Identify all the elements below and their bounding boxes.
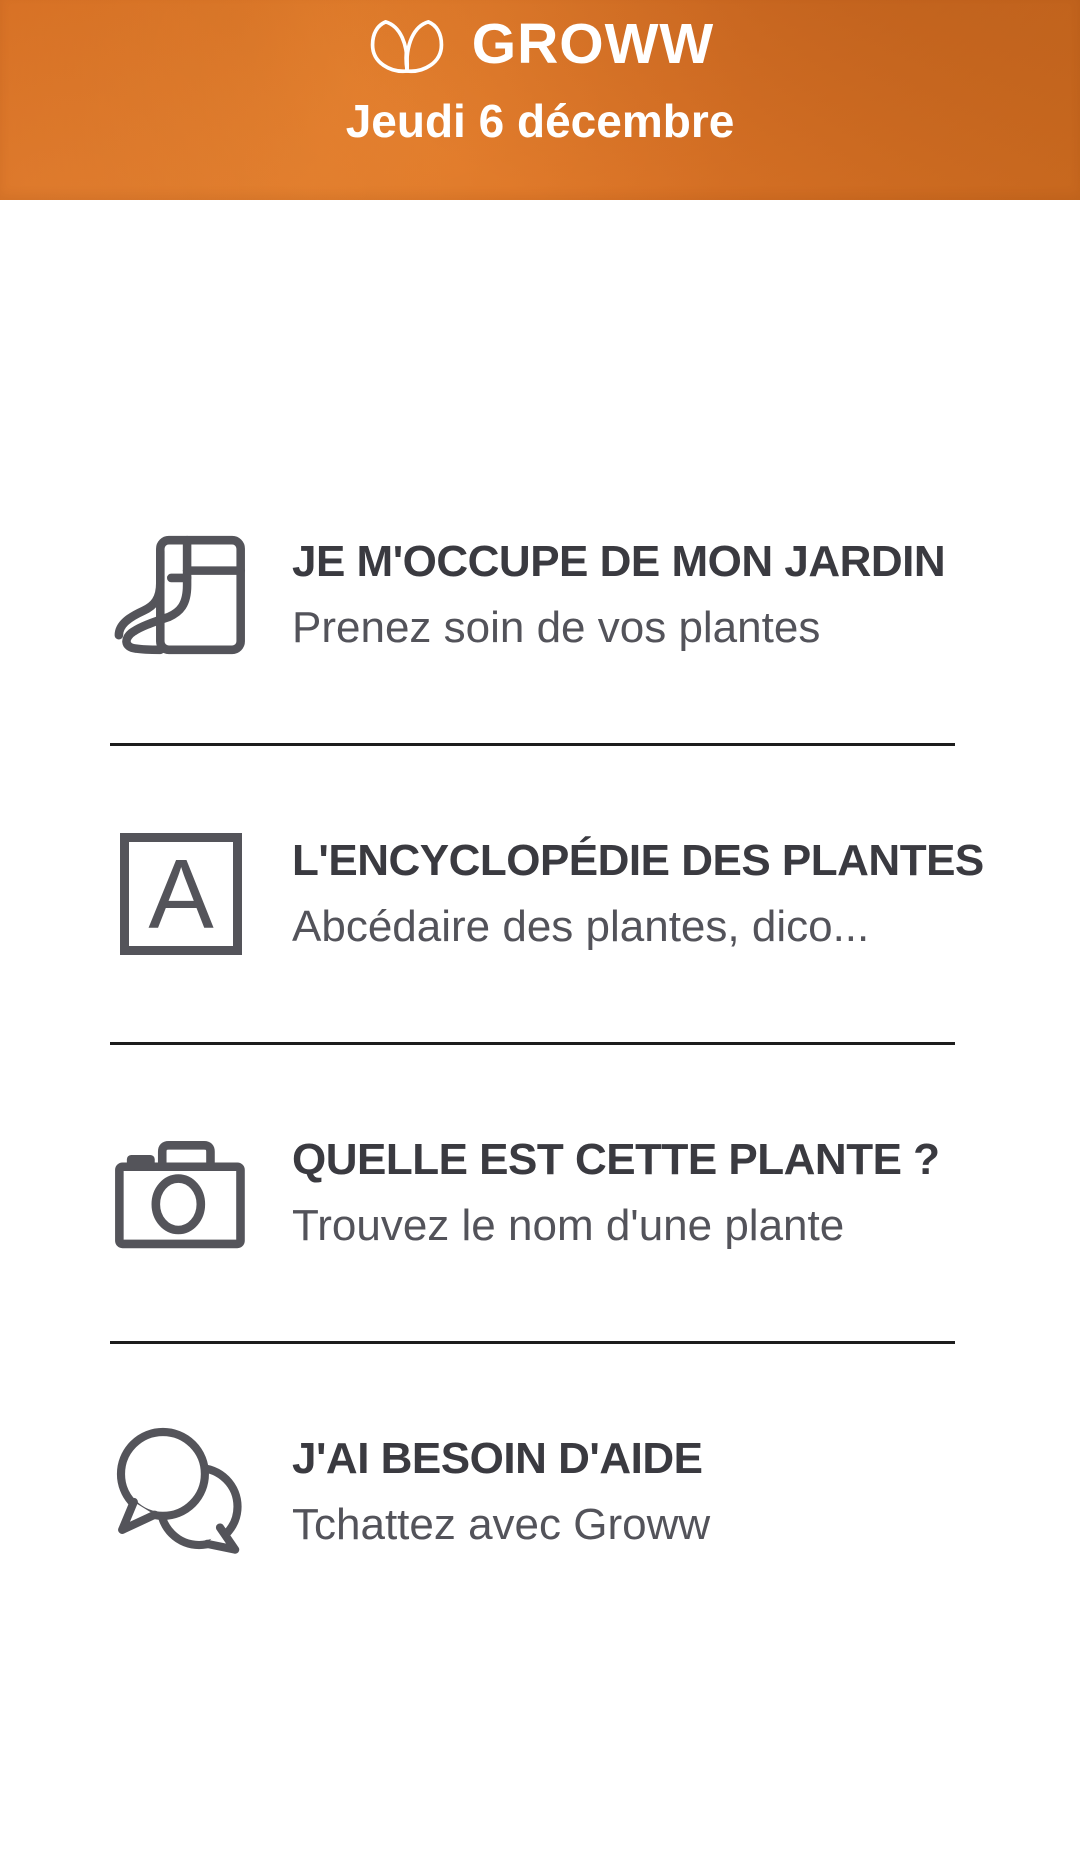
menu-item-texts bbox=[292, 1434, 711, 1549]
menu-item-subtitle: Abcédaire des plantes, dico... bbox=[292, 902, 870, 951]
menu-item-texts bbox=[292, 836, 984, 951]
divider bbox=[110, 1341, 955, 1344]
menu-item-title: L'ENCYCLOPÉDIE DES PLANTES bbox=[292, 836, 984, 885]
dictionary-a-icon bbox=[114, 829, 248, 959]
menu-item-subtitle: Trouvez le nom d'une plante bbox=[292, 1201, 845, 1250]
chat-bubbles-icon bbox=[114, 1427, 248, 1557]
divider bbox=[110, 743, 955, 746]
menu-item-title: J'AI BESOIN D'AIDE bbox=[292, 1434, 703, 1483]
menu-item-texts bbox=[292, 537, 946, 652]
leaves-icon bbox=[366, 12, 448, 76]
menu-item-identify-plant[interactable] bbox=[0, 1128, 1080, 1258]
logo-text: GROWW bbox=[471, 11, 715, 76]
camera-icon bbox=[114, 1128, 248, 1258]
letter-a-glyph: A bbox=[120, 833, 242, 955]
menu-item-encyclopedia[interactable] bbox=[0, 829, 1080, 959]
divider bbox=[110, 1042, 955, 1045]
logo bbox=[366, 8, 714, 80]
boots-icon bbox=[114, 530, 248, 660]
menu-item-my-garden[interactable] bbox=[0, 530, 1080, 660]
menu-item-texts bbox=[292, 1135, 940, 1250]
menu-item-help[interactable] bbox=[0, 1427, 1080, 1557]
menu-item-subtitle: Tchattez avec Groww bbox=[292, 1500, 711, 1549]
menu-item-title: QUELLE EST CETTE PLANTE ? bbox=[292, 1135, 940, 1184]
menu-item-subtitle: Prenez soin de vos plantes bbox=[292, 603, 821, 652]
menu-item-title: JE M'OCCUPE DE MON JARDIN bbox=[292, 537, 946, 586]
date-label: Jeudi 6 décembre bbox=[345, 95, 735, 147]
app-header bbox=[0, 0, 1080, 200]
main-menu bbox=[0, 200, 1080, 1557]
